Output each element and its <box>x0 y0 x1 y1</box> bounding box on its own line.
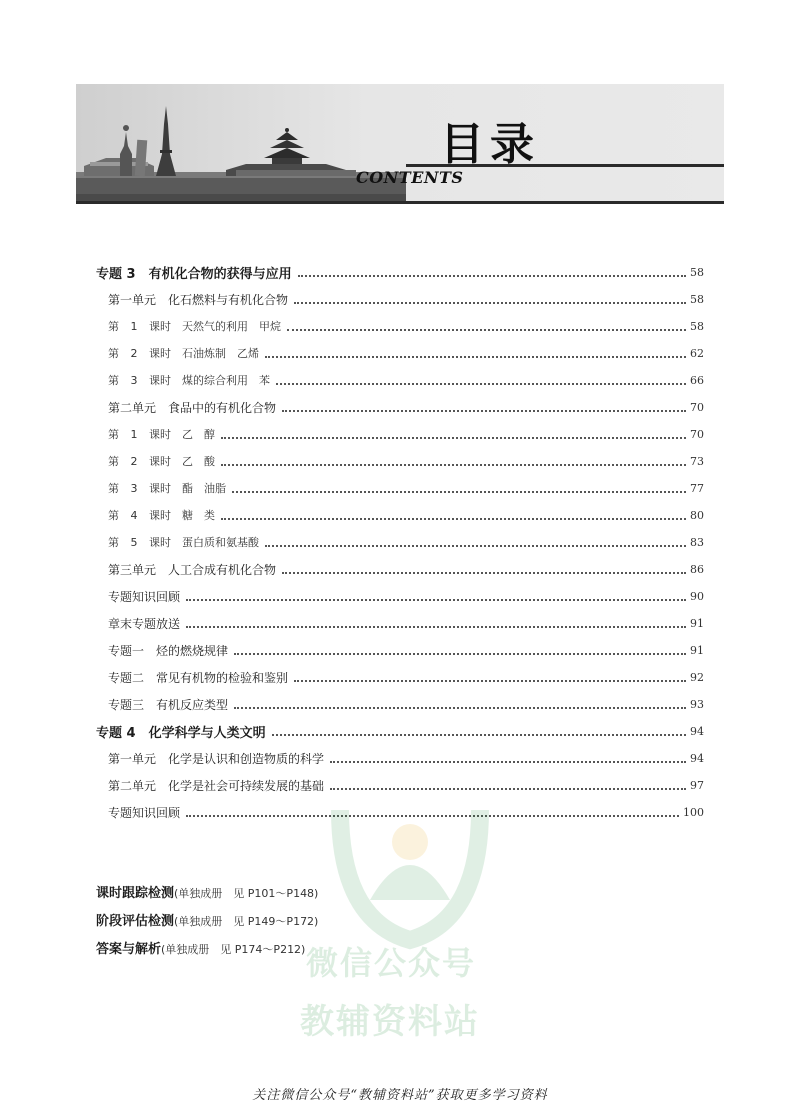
toc-unit[interactable] <box>96 559 704 579</box>
dot-leader <box>221 463 686 466</box>
toc-label: 第 1 课时 乙 醇 <box>108 428 215 441</box>
dot-leader <box>294 679 686 682</box>
toc-page: 86 <box>690 562 704 576</box>
toc-label: 第二单元 食品中的有机化合物 <box>108 400 277 415</box>
toc-page: 70 <box>690 427 704 441</box>
toc-unit[interactable] <box>96 397 704 417</box>
toc-label: 专题 4 化学科学与人类文明 <box>96 725 266 741</box>
dot-leader <box>330 760 686 763</box>
dot-leader <box>265 544 686 547</box>
dot-leader <box>282 409 686 412</box>
toc-label: 第三单元 人工合成有机化合物 <box>108 562 277 577</box>
toc-page: 62 <box>690 346 704 360</box>
toc-lesson[interactable] <box>96 478 704 498</box>
toc-page: 94 <box>690 751 704 765</box>
dot-leader <box>265 355 686 358</box>
toc-page: 58 <box>690 319 704 333</box>
toc-lesson[interactable] <box>96 532 704 552</box>
toc-lesson[interactable] <box>96 505 704 525</box>
toc-label: 第二单元 化学是社会可持续发展的基础 <box>108 778 325 793</box>
toc-topic[interactable] <box>96 262 704 282</box>
toc-unit[interactable] <box>96 694 704 714</box>
toc-unit[interactable] <box>96 586 704 606</box>
supplement-item[interactable] <box>96 938 305 957</box>
toc-label: 专题三 有机反应类型 <box>108 697 229 712</box>
toc-label: 章末专题放送 <box>108 616 181 631</box>
dot-leader <box>276 382 686 385</box>
toc-page: 100 <box>683 805 704 819</box>
toc-page: 91 <box>690 616 704 630</box>
toc-label: 专题一 烃的燃烧规律 <box>108 643 229 658</box>
toc-page: 92 <box>690 670 704 684</box>
toc-page: 90 <box>690 589 704 603</box>
watermark-text: 微信公众号 <box>306 944 477 982</box>
supplement-item[interactable] <box>96 882 318 901</box>
toc-page: 94 <box>690 724 704 738</box>
supplement-note: (单独成册 见 P174～P212) <box>161 943 306 956</box>
dot-leader <box>186 625 686 628</box>
toc-label: 专题二 常见有机物的检验和鉴别 <box>108 670 289 685</box>
toc-label: 第 1 课时 天然气的利用 甲烷 <box>108 320 281 333</box>
toc-label: 专题知识回顾 <box>108 589 181 604</box>
toc-page: 93 <box>690 697 704 711</box>
toc-label: 第 2 课时 乙 酸 <box>108 455 215 468</box>
toc-topic[interactable] <box>96 721 704 741</box>
toc-page: 83 <box>690 535 704 549</box>
footer-note: 关注微信公众号“教辅资料站”获取更多学习资料 <box>252 1088 548 1103</box>
toc-unit[interactable] <box>96 640 704 660</box>
toc-unit[interactable] <box>96 748 704 768</box>
toc-lesson[interactable] <box>96 316 704 336</box>
toc-label: 第 4 课时 糖 类 <box>108 509 215 522</box>
supplement-title: 阶段评估检测 <box>96 914 175 929</box>
dot-leader <box>287 328 686 331</box>
page-title: 目录 <box>440 119 540 170</box>
dot-leader <box>272 733 686 736</box>
toc-page: 70 <box>690 400 704 414</box>
toc-unit[interactable] <box>96 613 704 633</box>
page-subtitle: CONTENTS <box>356 168 464 187</box>
toc-lesson[interactable] <box>96 343 704 363</box>
toc-page: 97 <box>690 778 704 792</box>
supplement-note: (单独成册 见 P101～P148) <box>174 887 319 900</box>
dot-leader <box>294 301 686 304</box>
toc-unit[interactable] <box>96 667 704 687</box>
dot-leader <box>221 436 686 439</box>
toc-label: 第一单元 化学是认识和创造物质的科学 <box>108 751 325 766</box>
supplement-note: (单独成册 见 P149～P172) <box>174 915 319 928</box>
toc-page: 77 <box>690 481 704 495</box>
toc-label: 第一单元 化石燃料与有机化合物 <box>108 292 289 307</box>
dot-leader <box>221 517 686 520</box>
toc-label: 第 3 课时 酯 油脂 <box>108 482 226 495</box>
toc-label: 第 5 课时 蛋白质和氨基酸 <box>108 536 259 549</box>
toc-page: 80 <box>690 508 704 522</box>
toc-lesson[interactable] <box>96 370 704 390</box>
toc-unit[interactable] <box>96 289 704 309</box>
toc-lesson[interactable] <box>96 424 704 444</box>
toc-page: 66 <box>690 373 704 387</box>
toc-lesson[interactable] <box>96 451 704 471</box>
supplement-title: 答案与解析 <box>96 942 162 957</box>
toc-label: 专题 3 有机化合物的获得与应用 <box>96 266 292 282</box>
toc-label: 专题知识回顾 <box>108 805 181 820</box>
dot-leader <box>282 571 686 574</box>
toc-label: 第 2 课时 石油炼制 乙烯 <box>108 347 259 360</box>
toc-page: 58 <box>690 292 704 306</box>
toc-page: 73 <box>690 454 704 468</box>
dot-leader <box>186 598 686 601</box>
dot-leader <box>232 490 686 493</box>
dot-leader <box>298 274 686 277</box>
dot-leader <box>234 652 686 655</box>
toc-page: 91 <box>690 643 704 657</box>
banner-bottom-rule <box>76 201 724 204</box>
toc-label: 第 3 课时 煤的综合利用 苯 <box>108 374 270 387</box>
supplement-item[interactable] <box>96 910 318 929</box>
dot-leader <box>234 706 686 709</box>
supplement-title: 课时跟踪检测 <box>96 886 175 901</box>
toc-page: 58 <box>690 265 704 279</box>
watermark-text: 教辅资料站 <box>300 1002 480 1042</box>
